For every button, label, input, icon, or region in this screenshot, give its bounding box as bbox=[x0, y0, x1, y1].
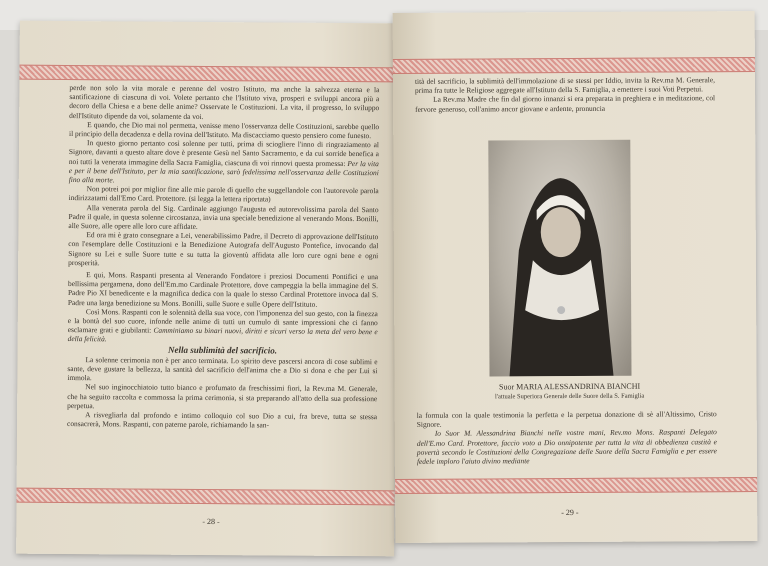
paragraph: Così Mons. Raspanti con le solennità della sua voce, con l'imponenza del suo gesto, con la finezza e la bontà del suo cuore, infonde nelle anime di tutti un cumulo di sante impressioni che ci fanno esclamare grati e giubilanti: bbox=[67, 307, 378, 335]
caption-subtitle: l'attuale Superiora Generale delle Suore della S. Famiglia bbox=[495, 392, 645, 401]
paragraph: la formula con la quale testimonia la perfetta e la perpetua donazione di sè all'Altissimo, Cristo Signore. bbox=[416, 409, 717, 430]
paragraph: La solenne cerimonia non è per anco terminata. Lo spirito deve pascersi ancora di cose sublimi e sante, deve gustare la bellezza, la santità del sacrificio dell'anima che a Dio si dona e che per Lui si immola. bbox=[67, 354, 378, 383]
decorative-band-bottom bbox=[395, 477, 757, 494]
caption-name: Suor MARIA ALESSANDRINA BIANCHI bbox=[498, 381, 641, 392]
section-heading: Nella sublimità del sacrificio. bbox=[168, 344, 278, 356]
promise-italic: Per la vita e per il bene dell'Istituto, per la mia santificazione, sarò fedelissima nell'osservanza delle Costituzioni fino alla morte. bbox=[68, 158, 379, 185]
decorative-band-bottom bbox=[17, 488, 395, 506]
right-page bbox=[393, 11, 758, 543]
left-page-text bbox=[67, 83, 379, 430]
exclamation-italic: Camminiamo su binari nuovi, diritti e sicuri verso la meta del vero bene e della felicità. bbox=[67, 325, 378, 344]
paragraph: Ed ora mi è grato consegnare a Lei, venerabilissimo Padre, il Decreto di approvazione dell'Istituto con l'esemplare delle Costituzioni e la Benedizione Autografa dell'Augusto Pontefice, invocando dal Signore su Lei e sulle Suore tutte e su tutta la gioventù affidata alle loro cure ogni bene e ogni prosperità. bbox=[68, 230, 379, 268]
paragraph: E qui, Mons. Raspanti presenta al Venerando Fondatore i preziosi Documenti Pontifici e una bellissima pergamena, dono dell'Em.mo Cardinale Protettore, dove campeggia la bella immagine del S. Padre Pio XI benedicente e la magnifica dedica con la quale lo stesso Cardinal Protettore invoca dal S. Padre una larga benedizione su Mons. Bonilli, sulle Suore e sulle Opere dell'Istituto. bbox=[67, 270, 379, 309]
page-number: - 28 - bbox=[202, 516, 220, 527]
paragraph: tità del sacrificio, la sublimità dell'immolazione di se stessi per Iddio, invita la Rev.ma M. Generale, prima fra tutte le Religiose aggregate all'Istituto della S. Famiglia, a emettere i suoi Voti Perpetui. bbox=[414, 75, 715, 96]
paragraph: La Rev.ma Madre che fin dal giorno innanzi si era preparata in preghiera e in meditazione, col fervore generoso, coll'animo ancor giovane e ardente, pronuncia bbox=[415, 93, 716, 114]
photo-caption bbox=[455, 381, 685, 402]
right-page-text-top bbox=[415, 75, 715, 113]
paragraph: Non potrei poi por miglior fine alle mie parole di quello che suggellandole con l'autorevole parola indirizzatami dall'Emo Card. Protettore. (si legga la lettera riportata) bbox=[68, 184, 379, 204]
portrait-photo-nun bbox=[488, 140, 631, 377]
decorative-band-top bbox=[393, 57, 755, 74]
nun-portrait-icon bbox=[488, 140, 631, 377]
paragraph: E quando, che Dio mai nol permetta, venisse meno l'osservanza delle Costituzioni, sarebbe quello il principio della decadenza e della rovina dell'Istituto. Ma discacciamo questo pensiero come funesto. bbox=[69, 119, 380, 141]
paragraph: In questo giorno pertanto così solenne per tutti, prima di sciogliere l'inno di ringraziamento al Signore, davanti a questo altare dove è presente Gesù nel Santo Sacramento, e da cui sorride benefica a noi tutti la venerata immagine della Sacra Famiglia, ciascuna di voi rinnovi questa promessa: bbox=[68, 138, 380, 168]
page-number: - 29 - bbox=[561, 507, 579, 518]
decorative-band-top bbox=[19, 65, 397, 83]
vow-italic: Io Suor M. Alessandrina Bianchi nelle vostre mani, Rev.mo Mons. Raspanti Delegato dell'E.mo Card. Protettore, faccio voto a Dio onnipotente per tutta la vita di obbedienza castità e povertà secondo le Costituzioni della Congregazione delle Suore della Sacra Famiglia e per essere fedele imploro l'aiuto divino mediante bbox=[416, 427, 717, 466]
right-page-text-bottom bbox=[417, 409, 717, 466]
paragraph: Nel suo inginocchiatoio tutto bianco e profumato da freschissimi fiori, la Rev.ma M. Generale, che ha seguito raccolta e commossa la prima cerimonia, si sta preparando all'atto della sua professione perpetua. bbox=[67, 382, 378, 410]
paragraph: A risvegliarla dal profondo e intimo colloquio col suo Dio a cui, fra breve, tutta se stessa consacrerà, Mons. Raspanti, con paterne parole, richiamando la san- bbox=[67, 410, 378, 430]
left-page bbox=[16, 21, 398, 557]
paragraph: Alla venerata parola del Sig. Cardinale aggiungo l'augusta ed autorevolissima parola del Santo Padre il quale, in questa solenne circostanza, invia una speciale benedizione al venerando Mons. Bonilli, alle Suore, alle opere alle loro cure affidate. bbox=[68, 202, 379, 231]
paragraph: perde non solo la vita morale e perenne del vostro Istituto, ma anche la salvezza eterna e la santificazione di ciascuna di voi. Volete pertanto che l'Istituto viva, prosperi e sviluppi ancora più a decoro della Chiesa e a bene delle anime? Osservate le Costituzioni. La vita, il progresso, lo sviluppo dell'Istituto dipende da voi, solamente da voi. bbox=[69, 83, 380, 121]
